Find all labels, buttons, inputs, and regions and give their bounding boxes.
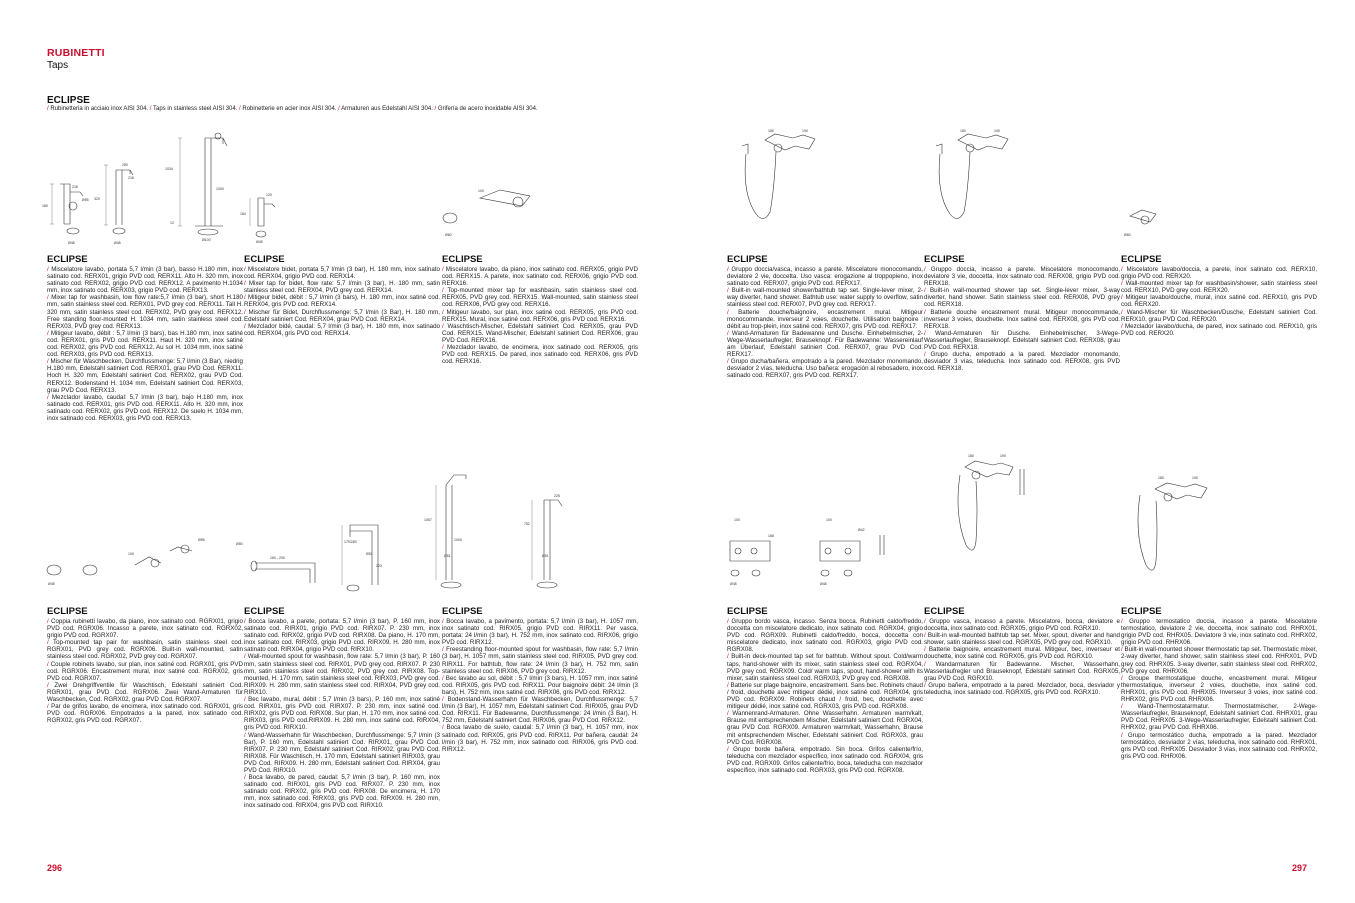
- drawing-floor-standing: [165, 133, 227, 242]
- dim-label: 190: [1192, 476, 1198, 480]
- dim-label: 223: [376, 564, 382, 568]
- collection-title: ECLIPSE: [47, 95, 90, 106]
- dim-label: Ø42: [858, 528, 865, 532]
- dim-label: 320: [94, 197, 100, 201]
- dim-label: Ø100: [202, 238, 211, 242]
- dim-label: 160 - 230: [270, 556, 285, 560]
- page-number-left: 296: [47, 863, 63, 873]
- drawing-washbasin-low: [42, 184, 89, 245]
- drawing-deck-set: [730, 518, 774, 586]
- dim-label: Ø48: [730, 582, 737, 586]
- dim-label: 1034: [165, 167, 173, 171]
- section-title: RUBINETTI: [47, 47, 105, 59]
- drawing-spout-deck: [342, 525, 382, 591]
- product-block: ECLIPSE / Gruppo vasca, incasso a parete. Miscelatore, bocca, deviatore e doccetta, inox satinato cod. RGRX05, grigio PVD cod. RGRX10. / Built-in wall-mounted bathtub tap set. Mixer, spout, diverter and hand shower, satin stainless steel cod. RGRX05, PVD grey cod. RGRX10. / Batterie baignoire, encastrement mural. Mitigeur, bec, inverseur et douchette, inox satiné cod. RGRX05, gris PVD cod. RGRX10. / Wandarmaturen für Badewanne. Mischer, Wasserhahn, Wasserlaufregler und Brauseknopf, Edelstahl satiniert Cod. RGRX05, grau PVD Cod. RGRX10. / Grupo bañera, empotrado a la pared. Mezclador, boca, desviador y teleducha, inox satinado cod. RGRX05, gris PVD cod. RGRX10.: [924, 606, 1120, 696]
- product-block: ECLIPSE / Coppia rubinetti lavabo, da piano, inox satinato cod. RGRX01, grigio PVD cod. RGRX06. Incasso a parete, inox satinato cod. RGRX02, grigio PVD cod. RGRX07. / Top-mounted tap pair for washbasin, satin stainless steel cod. RGRX01, PVD grey cod. RGRX06. Built-in wall-mounted, satin stainless steel cod. RGRX02, PVD grey cod. RGRX07. / Couple robinets lavabo, sur plan, inox satiné cod. RGRX01, gris PVD cod. RGRX06. Encastrement mural, inox satiné cod. RGRX02, gris PVD cod. RGRX07. / Zwei Drehgriffventile für Waschtisch, Edelstahl satiniert Cod. RGRX01, grau PVD Cod. RGRX06. Zwei Wand-Armaturen für Waschbecken, Cod. RGRX02, grau PVD Cod. RGRX07. / Par de grifos lavabo, de encimera, inox satinado cod. RGRX01, gris PVD cod. RGRX06. Empotrados a la pared, inox satinado cod. RGRX02, gris PVD cod. RGRX07.: [47, 606, 244, 725]
- dim-label: 280: [122, 163, 128, 167]
- product-block: ECLIPSE / Bocca lavabo, a pavimento, portata: 5,7 l/min (3 bar), H. 1057 mm, inox satinato cod. RIRX05, grigio PVD cod. RIRX11. Per vasca, portata: 24 l/min (3 bar), H. 752 mm, inox satinato cod. RIRX06, grigio PVD cod. RIRX12. / Freestanding floor-mounted spout for washbasin, flow rate: 5,7 l/min (3 bar), H. 1057 mm, satin stainless steel cod. RIRX05, PVD grey cod. RIRX11. For bathtub, flow rate: 24 l/min (3 bar), H. 752 mm, satin stainless steel cod. RIRX06, PVD grey cod. RIRX12. / Bec lavabo au sol, débit : 5,7 l/min (3 bars), H. 1057 mm, inox satiné cod. RIRX05, gris PVD cod. RIRX11. Pour baignoire débit: 24 l/min (3 bars), H. 752 mm, inox satiné cod. RIRX06, gris PVD cod. RIRX12. / Bodenstand-Wasserhahn für Waschbecken, Durchflussmenge: 5,7 l/min (3 Bar), H. 1057 mm, Edelstahl satiniert Cod. RIRX05, grau PVD Cod. RIRX11. Für Badewanne, Durchflussmenge: 24 l/min (3 Bar), H. 752 mm, Edelstahl satiniert Cod. RIRX06, grau PVD Cod. RIRX12. / Boca lavabo de suelo, caudal: 5,7 l/min (3 bar), H. 1057 mm, inox satinado cod. RIRX05, gris PVD cod. RIRX11. Por bañera, caudal: 24 l/min (3 bar), H. 752 mm, inox satinado cod. RIRX06, gris PVD cod. RIRX12.: [442, 606, 638, 753]
- dim-label: Ø55: [82, 198, 89, 202]
- technical-drawings-top: [30, 120, 1355, 255]
- drawing-bath-wall: [958, 454, 1024, 550]
- product-block: ECLIPSE / Miscelatore lavabo, da piano, inox satinato cod. RERX05, grigio PVD cod. RERX15. A parete, inox satinato cod. RERX06, grigio PVD cod. RERX16. / Top-mounted mixer tap for washbasin, satin stainless steel cod. RERX05, PVD grey cod. RERX15. Wall-mounted, satin stainless steel cod. RERX06, PVD grey cod. RERX16. / Mitigeur lavabo, sur plan, inox satiné cod. RERX05, gris PVD cod. RERX15. Mural, inox satiné cod. RERX06, gris PVD cod. RERX16. / Waschtisch-Mischer, Edelstahl satiniert Cod. RERX05, grau PVD Cod. RERX15. Wand-Mischer, Edelstahl satiniert Cod. RERX06, grau PVD Cod. RERX16. / Mezclador lavabo, de encimera, inox satinado cod. RERX05, gris PVD cod. RERX15. De pared, inox satinado cod. RERX06, gris PVD cod. RERX16.: [442, 254, 638, 366]
- dim-label: Ø51: [542, 554, 549, 558]
- dim-label: 180: [960, 129, 966, 133]
- dim-label: 190: [994, 129, 1000, 133]
- dim-label: 1057: [424, 518, 432, 522]
- dim-label: 1000: [216, 187, 224, 191]
- dim-label: Ø55: [198, 538, 205, 542]
- drawing-shower-a: [742, 129, 815, 219]
- dim-label: 180: [768, 129, 774, 133]
- dim-label: 100: [478, 189, 484, 193]
- dim-label: 180: [968, 454, 974, 458]
- dim-label: 168: [768, 534, 774, 538]
- dim-label: Ø51: [444, 554, 451, 558]
- dim-label: Ø60: [445, 233, 452, 237]
- drawing-thermostatic: [1138, 476, 1207, 570]
- dim-label: 180: [1158, 476, 1164, 480]
- dim-label: 225: [554, 494, 560, 498]
- product-block: ECLIPSE / Bocca lavabo, a parete, portata: 5,7 l/min (3 bar), P. 160 mm, inox satinato cod. RIRX01, grigio PVD cod. RIRX07. P. 230 mm, inox satinato cod. RIRX02, grigio PVD cod. RIRX08. Da piano, H. 170 mm, inox satinato cod. RIRX03, grigio PVD cod. RIRX09. H. 280 mm, inox satinato cod. RIRX04, grigio PVD cod. RIRX10. / Wall-mounted spout for washbasin, flow rate: 5,7 l/min (3 bar), P. 160 mm, satin stainless steel cod. RIRX01, PVD grey cod. RIRX07. P. 230 mm, satin stainless steel cod. RIRX02, PVD grey cod. RIRX08. Top-mounted, H. 170 mm, satin stainless steel cod. RIRX03, PVD grey cod. RIRX09. H. 280 mm, satin stainless steel cod. RIRX04, PVD grey cod. RIRX10. / Bec lavabo, mural, débit : 5,7 l/min (3 bars), P. 160 mm, inox satiné cod. RIRX01, gris PVD cod. RIRX07. P. 230 mm, inox satiné cod. RIRX02, gris PVD cod. RIRX08. Sur plan, H. 170 mm, inox satiné cod. RIRX03, gris PVD cod.RIRX09. H. 280 mm, inox satiné cod. RIRX04, gris PVD cod. RIRX10. / Wand-Wasserhahn für Waschbecken, Durchflussmenge: 5,7 l/min (3 Bar), P. 160 mm, Edelstahl satiniert Cod. RIRX01, grau PVD Cod. RIRX07. P. 230 mm, Edelstahl satiniert Cod. RIRX02, grau PVD Cod. RIRX08. Für Waschtisch, H. 170 mm, Edelstahl satiniert RIRX03, grau PVD Cod. RIRX09. H. 280 mm, Edelstahl satiniert Cod. RIRX04, grau PVD Cod. RIRX10. / Boca lavabo, de pared, caudal: 5,7 l/min (3 bar), P. 160 mm, inox satinado cod. RIRX01, gris PVD cod. RIRX07. P. 230 mm, inox satinado cod. RIRX02, gris PVD cod. RIRX08. De encimera, H. 170 mm, inox satinado cod. RIRX03, gris PVD cod. RIRX09. H. 280 mm, inox satinado cod. RIRX04, gris PVD cod. RIRX10.: [244, 606, 440, 810]
- dim-label: 170/280: [344, 540, 357, 544]
- dim-label: 100: [826, 518, 832, 522]
- product-block: ECLIPSE / Gruppo bordo vasca, incasso. Senza bocca. Rubinetti caldo/freddo, doccetta con miscelatore dedicato, inox satinato cod. RGRX04, grigio PVD cod. RGRX09. Rubinetti caldo/freddo, bocca, doccetta con miscelatore dedicato, inox satinato cod. RGRX03, grigio PVD cod. RGRX08. / Built-in deck-mounted tap set for bathtub. Without spout. Cold/warm taps, hand-shower with its mixer, satin stainless steel cod. RGRX04, PVD grey cod. RGRX09. Cold/ warm taps, spout, hand-shower with its mixer, satin stainless steel cod. RGRX03, PVD grey cod. RGRX08. / Batterie sur plage baignoire, encastrement. Sans bec. Robinets chaud / froid, douchette avec mitigeur dédié, inox satiné cod. RGRX04, gris PVD cod. RGRX09. Robinets chaud / froid, bec, douchette avec mitigeur dédié, inox satiné cod. RGRX03, gris PVD cod. RGRX08. / Wannenrand-Armaturen. Ohne Wasserhahn. Armaturen warm/kalt, Brause mit entsprechendem Mischer, Edelstahl satiniert Cod. RGRX04, grau PVD Cod. RGRX09. Armaturen warm/kalt, Wasserhahn, Brause mit entsprechendem Mischer, Edelstahl satiniert Cod. RGRX03, grau PVD Cod. RGRX08. / Grupo borde bañera, empotrado. Sin boca. Grifos caliente/frío, teleducha con mezclador específico, inox satinado cod. RGRX04, gris PVD cod. RGRX09. Grifos caliente/frío, boca, teleducha con mezclador específico, inox satinado cod. RGRX03, gris PVD cod. RGRX08.: [727, 606, 923, 774]
- drawing-bidet: [240, 193, 275, 244]
- drawing-tap-pair: [47, 538, 205, 586]
- technical-drawings-bottom: [30, 445, 1355, 605]
- dim-label: 120: [266, 193, 272, 197]
- dim-label: 180: [42, 204, 48, 208]
- dim-label: 190: [1000, 454, 1006, 458]
- product-block: ECLIPSE / Gruppo doccia/vasca, incasso a parete. Miscelatore monocomando, deviatore 2 vie, doccetta. Uso vasca: erogazione al troppopieno, inox satinato cod. RERX07, grigio PVD cod. RERX17. / Built-in wall-mounted shower/bathtub tap set. Single-lever mixer, 2-way diverter, hand shower. Bathtub use: water supply to overflow, satin stainless steel cod. RERX07, PVD grey cod. RERX17. / Batterie douche/baignoire, encastrement mural. Mitigeur monocommande, inverseur 2 voies, douchette. Utilisation baignoire : débit au trop-plein, inox satiné cod. RERX07, gris PVD cod. RERX17. / Wand-Armaturen für Badewanne und Dusche. Einhebelmischer, 2-Wege-Wasserlaufregler, Brauseknopf. Für Badewanne: Wassereinlauf am Überlauf, Edelstahl satiniert Cod. RERX07, grau PVD Cod. RERX17. / Grupo ducha/bañera, empotrado a la pared. Mezclador monomando, desviador 2 vías, teleducha. Uso bañera: erogación al rebosadero, inox satinado cod. RERX07, gris PVD cod. RERX17.: [727, 254, 923, 380]
- drawing-shower-b: [936, 129, 1008, 219]
- dim-label: 218: [72, 185, 78, 189]
- dim-label: 1000: [454, 538, 462, 542]
- drawing-spout-wall: [236, 542, 315, 583]
- dim-label: 218: [128, 176, 134, 180]
- product-block: ECLIPSE / Miscelatore bidet, portata 5,7 l/min (3 bar), H. 180 mm, inox satinato cod. RERX04, grigio PVD cod. RERX14. / Mixer tap for bidet, flow rate: 5,7 l/min (3 bar), H. 180 mm, satin stainless steel cod. RERX04, PVD grey cod. RERX14. / Mitigeur bidet, débit : 5,7 l/min (3 bars), H. 180 mm, inox satiné cod. RERX04, gris PVD cod. RERX14. / Mischer für Bidet, Durchflussmenge: 5,7 l/min (3 Bar), H. 180 mm, Edelstahl satiniert Cod. RERX04, grau PVD Cod. RERX14. / Mezclador bidé, caudal: 5,7 l/min (3 bar), H. 180 mm, inox satinado cod. RERX04, gris PVD cod. RERX14.: [244, 254, 440, 337]
- collection-intro: / Rubinetteria in acciaio inox AISI 304. / Taps in stainless steel AISI 304. / Robinetterie en acier inox AISI 304. / Armaturen aus Edelstahl AISI 304. / Grifería de acero inoxidable AISI 304.: [47, 106, 538, 112]
- dim-label: 184: [240, 212, 246, 216]
- dim-label: Ø51: [366, 552, 373, 556]
- dim-label: 100: [128, 552, 134, 556]
- product-block: ECLIPSE / Miscelatore lavabo/doccia, a parete, inox satinato cod. RERX10, grigio PVD cod. RERX20. / Wall-mounted mixer tap for washbasin/shower, satin stainless steel cod. RERX10, PVD grey cod. RERX20. / Mitigeur lavabo/douche, mural, inox satiné cod. RERX10, gris PVD cod. RERX20. / Wand-Mischer für Waschbecken/Dusche, Edelstahl satiniert Cod. RERX10, grau PVD Cod. RERX20. / Mezclador lavabo/ducha, de pared, inox satinado cod. RERX10, gris PVD cod. RERX20.: [1121, 254, 1317, 337]
- drawing-washbasin-tall: [94, 163, 134, 245]
- dim-label: Ø45: [256, 240, 263, 244]
- drawing-deck-set-b: [820, 518, 884, 586]
- dim-label: Ø48: [68, 241, 75, 245]
- drawing-floor-bath: [524, 494, 562, 588]
- dim-label: 190: [802, 129, 808, 133]
- dim-label: 12: [170, 221, 174, 225]
- dim-label: Ø48: [48, 582, 55, 586]
- dim-label: 100: [734, 518, 740, 522]
- dim-label: Ø60: [1124, 233, 1131, 237]
- drawing-floor-spout: [424, 475, 466, 588]
- dim-label: Ø50: [236, 542, 243, 546]
- dim-label: Ø48: [820, 582, 827, 586]
- page-number-right: 297: [1292, 863, 1308, 873]
- product-block: ECLIPSE / Miscelatore lavabo, portata 5,7 l/min (3 bar), basso H.180 mm, inox satinato cod. RERX01, grigio PVD cod. RERX11. Alto H. 320 mm, inox satinato cod. RERX02, grigio PVD cod. RERX12. A pavimento H.1034 mm, inox satinato cod. RERX03, grigio PVD cod. RERX13. / Mixer tap for washbasin, low flow rate:5,7 l/min (3 bar), short H.180 mm, satin stainless steel cod. RERX01, PVD grey cod. RERX11. Tall H. 320 mm, satin stainless steel cod. RERX02, PVD grey cod. RERX12. Free standing floor-mounted H. 1034 mm, satin stainless steel cod. RERX03, PVD grey cod. RERX13. / Mitigeur lavabo, débit : 5,7 l/min (3 bars), bas H.180 mm, inox satiné cod. RERX01, gris PVD cod. RERX11. Haut H. 320 mm, inox satiné cod. RERX02, gris PVD cod. RERX12. Au sol H. 1034 mm, inox satiné cod. RERX03, gris PVD cod. RERX13. / Mischer für Waschbecken, Durchflussmenge: 5,7 l/min (3 Bar), niedrig H.180 mm, Edelstahl satiniert Cod. RERX01, grau PVD Cod. RERX11. Hoch H. 320 mm, Edelstahl satiniert Cod. RERX02, grau PVD Cod. RERX12. Bodenstand H. 1034 mm, Edelstahl satiniert Cod. RERX03, grau PVD Cod. RERX13. / Mezclador lavabo, caudal: 5,7 l/min (3 bar), bajo H.180 mm, inox satinado cod. RERX01, gris PVD cod. RERX11. Alto H. 320 mm, inox satinado cod. RERX02, gris PVD cod. RERX12. De suelo H. 1034 mm, inox satinado cod. RERX03, gris PVD cod. RERX13.: [47, 254, 243, 422]
- drawing-wall-small: [1124, 210, 1156, 237]
- product-block: ECLIPSE / Gruppo termostatico doccia, incasso a parete. Miscelatore termostatico, deviatore 2 vie, doccetta, inox satinato cod. RHRX01, grigio PVD cod. RHRX05. Deviatore 3 vie, inox satinato cod. RHRX02, grigio PVD cod. RHRX06. / Built-in wall-mounted shower thermostatic tap set. Thermostatic mixer, 2-way diverter, hand shower, satin stainless steel cod. RHRX01, PVD grey cod. RHRX05. 3-way diverter, satin stainless steel cod. RHRX02, PVD grey cod. RHRX06. / Groupe thermostatique douche, encastrement mural. Mitigeur thermostatique, inverseur 2 voies, douchette, inox satiné cod. RHRX01, gris PVD cod. RHRX05. Inverseur 3 voies, inox satiné cod. RHRX02, gris PVD cod. RHRX06. / Wand-Thermostatarmatur. Thermostatmischer, 2-Wege-Wasserlaufregler, Brauseknopf, Edelstahl satiniert Cod. RHRX01, grau PVD Cod. RHRX05. 3-Wege-Wasserlaufregler, Edelstahl satiniert Cod. RHRX02, grau PVD Cod. RHRX06. / Grupo termostático ducha, empotrado a la pared. Mezclador termostático, desviador 2 vías, teleducha, inox satinado cod. RHRX01, gris PVD cod. RHRX05. Desviador 3 vías, inox satinado cod. RHRX02, gris PVD cod. RHRX06.: [1121, 606, 1317, 760]
- section-subtitle: Taps: [47, 60, 69, 71]
- drawing-wall-mixer: [443, 189, 530, 237]
- dim-label: Ø48: [114, 241, 121, 245]
- product-block: ECLIPSE / Gruppo doccia, incasso a parete. Miscelatore monocomando, deviatore 3 vie, doccetta. Inox satinato cod. RERX08, grigio PVD cod. RERX18. / Built-in wall-mounted shower tap set. Single-lever mixer, 3-way diverter, hand shower. Satin stainless steel cod. RERX08, PVD grey cod. RERX18. / Batterie douche encastrement mural. Mitigeur monocommande, inverseur 3 voies, douchette. Inox satiné cod. RERX08, gris PVD cod. RERX18. / Wand-Armaturen für Dusche. Einhebelmischer, 3-Wege-Wasserlaufregler, Brauseknopf. Edelstahl satiniert Cod. RERX08, grau PVD Cod. RERX18. / Grupo ducha, empotrado a la pared. Mezclador monomando, desviador 3 vías, teleducha. Inox satinado cod. RERX08, gris PVD cod. RERX18.: [924, 254, 1120, 373]
- dim-label: 752: [524, 522, 530, 526]
